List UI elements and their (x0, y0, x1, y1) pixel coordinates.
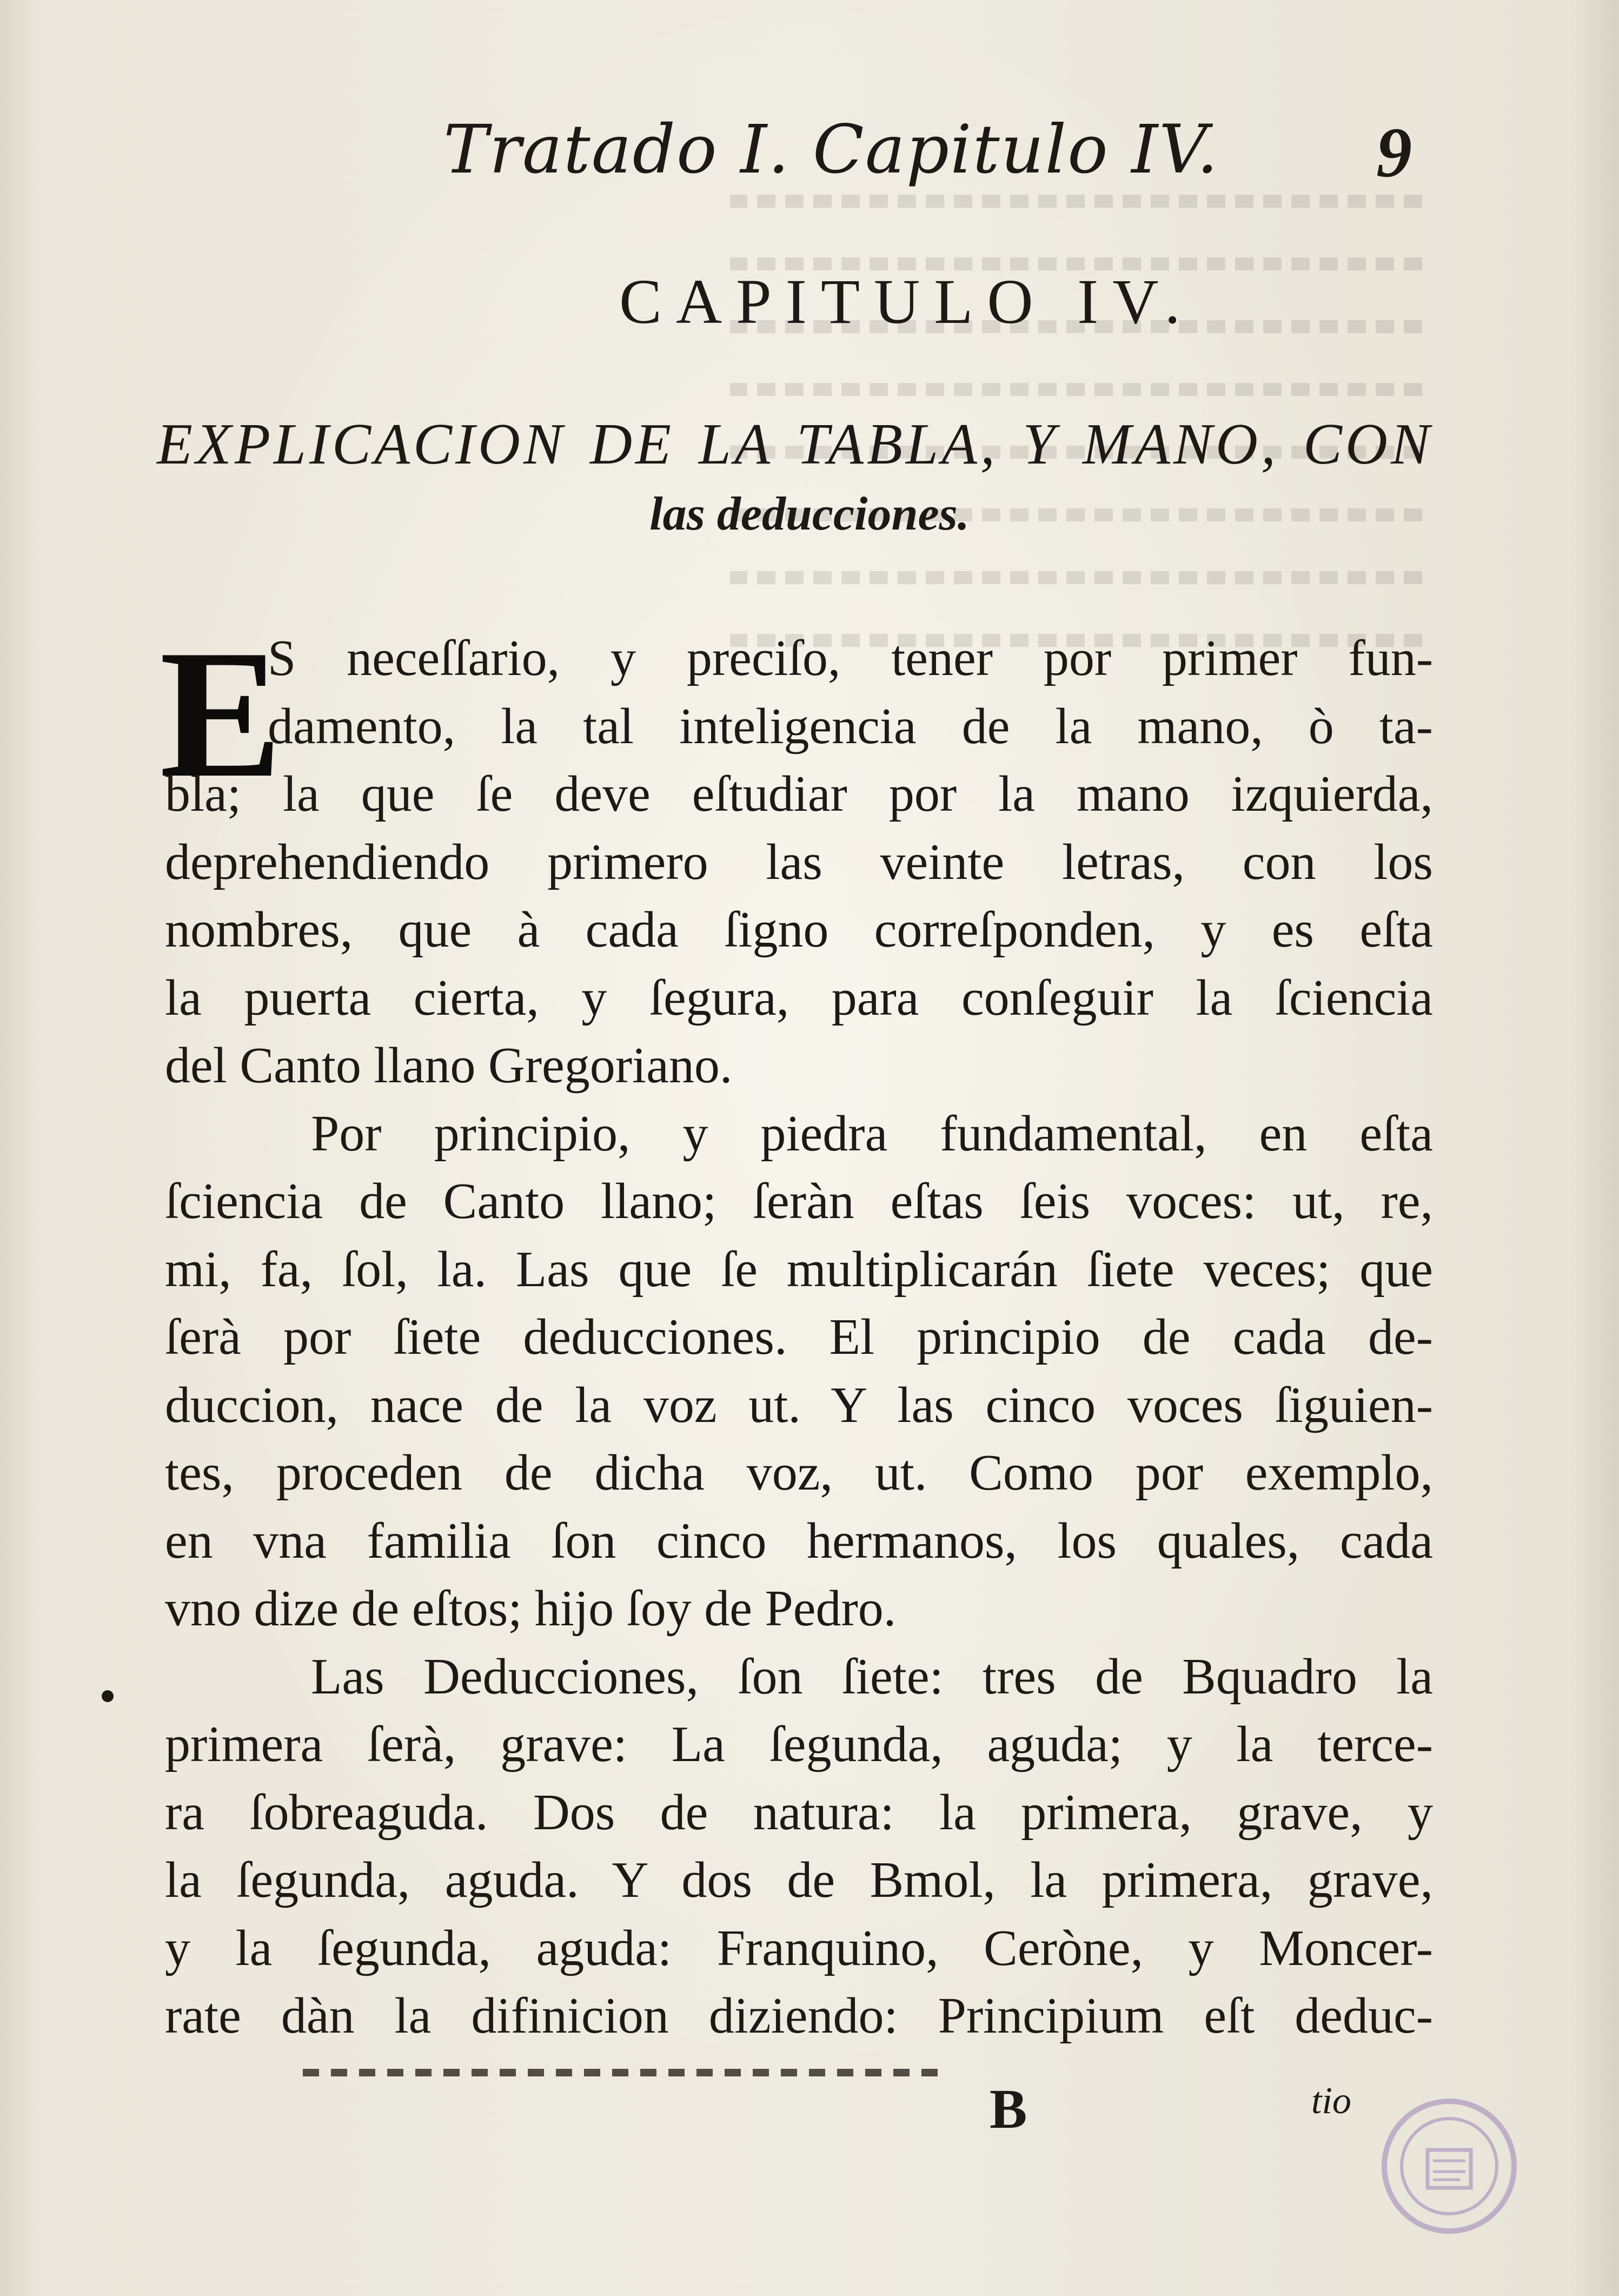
text-line: primera ſerà, grave: La ſegunda, aguda; y la terce- (165, 1716, 1433, 1772)
text-line: damento, la tal inteligencia de la mano, ò ta- (268, 698, 1433, 755)
text-line: mi, fa, ſol, la. Las que ſe multiplicarán ſiete veces; que (165, 1241, 1433, 1298)
text-line: S neceſſario, y preciſo, tener por primer fun- (268, 630, 1433, 686)
chapter-subtitle: EXPLICACION DE LA TABLA, Y MANO, CON (157, 412, 1433, 477)
text-line: en vna familia ſon cinco hermanos, los quales, cada (165, 1512, 1433, 1569)
chapter-subtitle-continued: las deducciones. (649, 488, 970, 540)
text-line: Las Deducciones, ſon ſiete: tres de Bquadro la (311, 1648, 1433, 1705)
text-line: bla; la que ſe deve eſtudiar por la mano izquierda, (165, 766, 1433, 822)
library-stamp-icon (1368, 2085, 1530, 2247)
drop-cap: E (160, 612, 282, 816)
text-line: nombres, que à cada ſigno correſponden, y es eſta (165, 902, 1433, 958)
text-line: rate dàn la difinicion diziendo: Principium eſt deduc- (165, 1988, 1433, 2044)
signature-mark: B (990, 2078, 1027, 2140)
catchword: tio (1311, 2080, 1351, 2122)
chapter-heading-text: CAPITULO IV. (619, 266, 1195, 337)
text-line: ra ſobreaguda. Dos de natura: la primera, grave, y (165, 1784, 1433, 1841)
text-line: ſciencia de Canto llano; ſeràn eſtas ſeis voces: ut, re, (165, 1173, 1433, 1229)
text-line: ſerà por ſiete deducciones. El principio de cada de- (165, 1309, 1433, 1365)
text-line: vno dize de eſtos; hijo ſoy de Pedro. (165, 1580, 897, 1637)
body-text (165, 625, 1433, 2050)
text-line: duccion, nace de la voz ut. Y las cinco voces ſiguien- (165, 1377, 1433, 1433)
page-number: 9 (1376, 113, 1412, 192)
text-line: deprehendiendo primero las veinte letras, con los (165, 833, 1433, 890)
chapter-heading (0, 265, 1619, 339)
running-head: Tratado I. Capitulo IV. (443, 111, 1219, 189)
text-line: del Canto llano Gregoriano. (165, 1037, 733, 1094)
dotted-underline-mark (303, 2069, 941, 2076)
text-line: la ſegunda, aguda. Y dos de Bmol, la primera, grave, (165, 1852, 1433, 1908)
text-line: y la ſegunda, aguda: Franquino, Ceròne, y Moncer- (165, 1920, 1433, 1976)
text-line: la puerta cierta, y ſegura, para conſeguir la ſciencia (165, 969, 1433, 1026)
text-line: Por principio, y piedra fundamental, en eſta (311, 1105, 1433, 1162)
text-line: tes, proceden de dicha voz, ut. Como por exemplo, (165, 1445, 1433, 1501)
margin-ink-dot (102, 1690, 114, 1702)
